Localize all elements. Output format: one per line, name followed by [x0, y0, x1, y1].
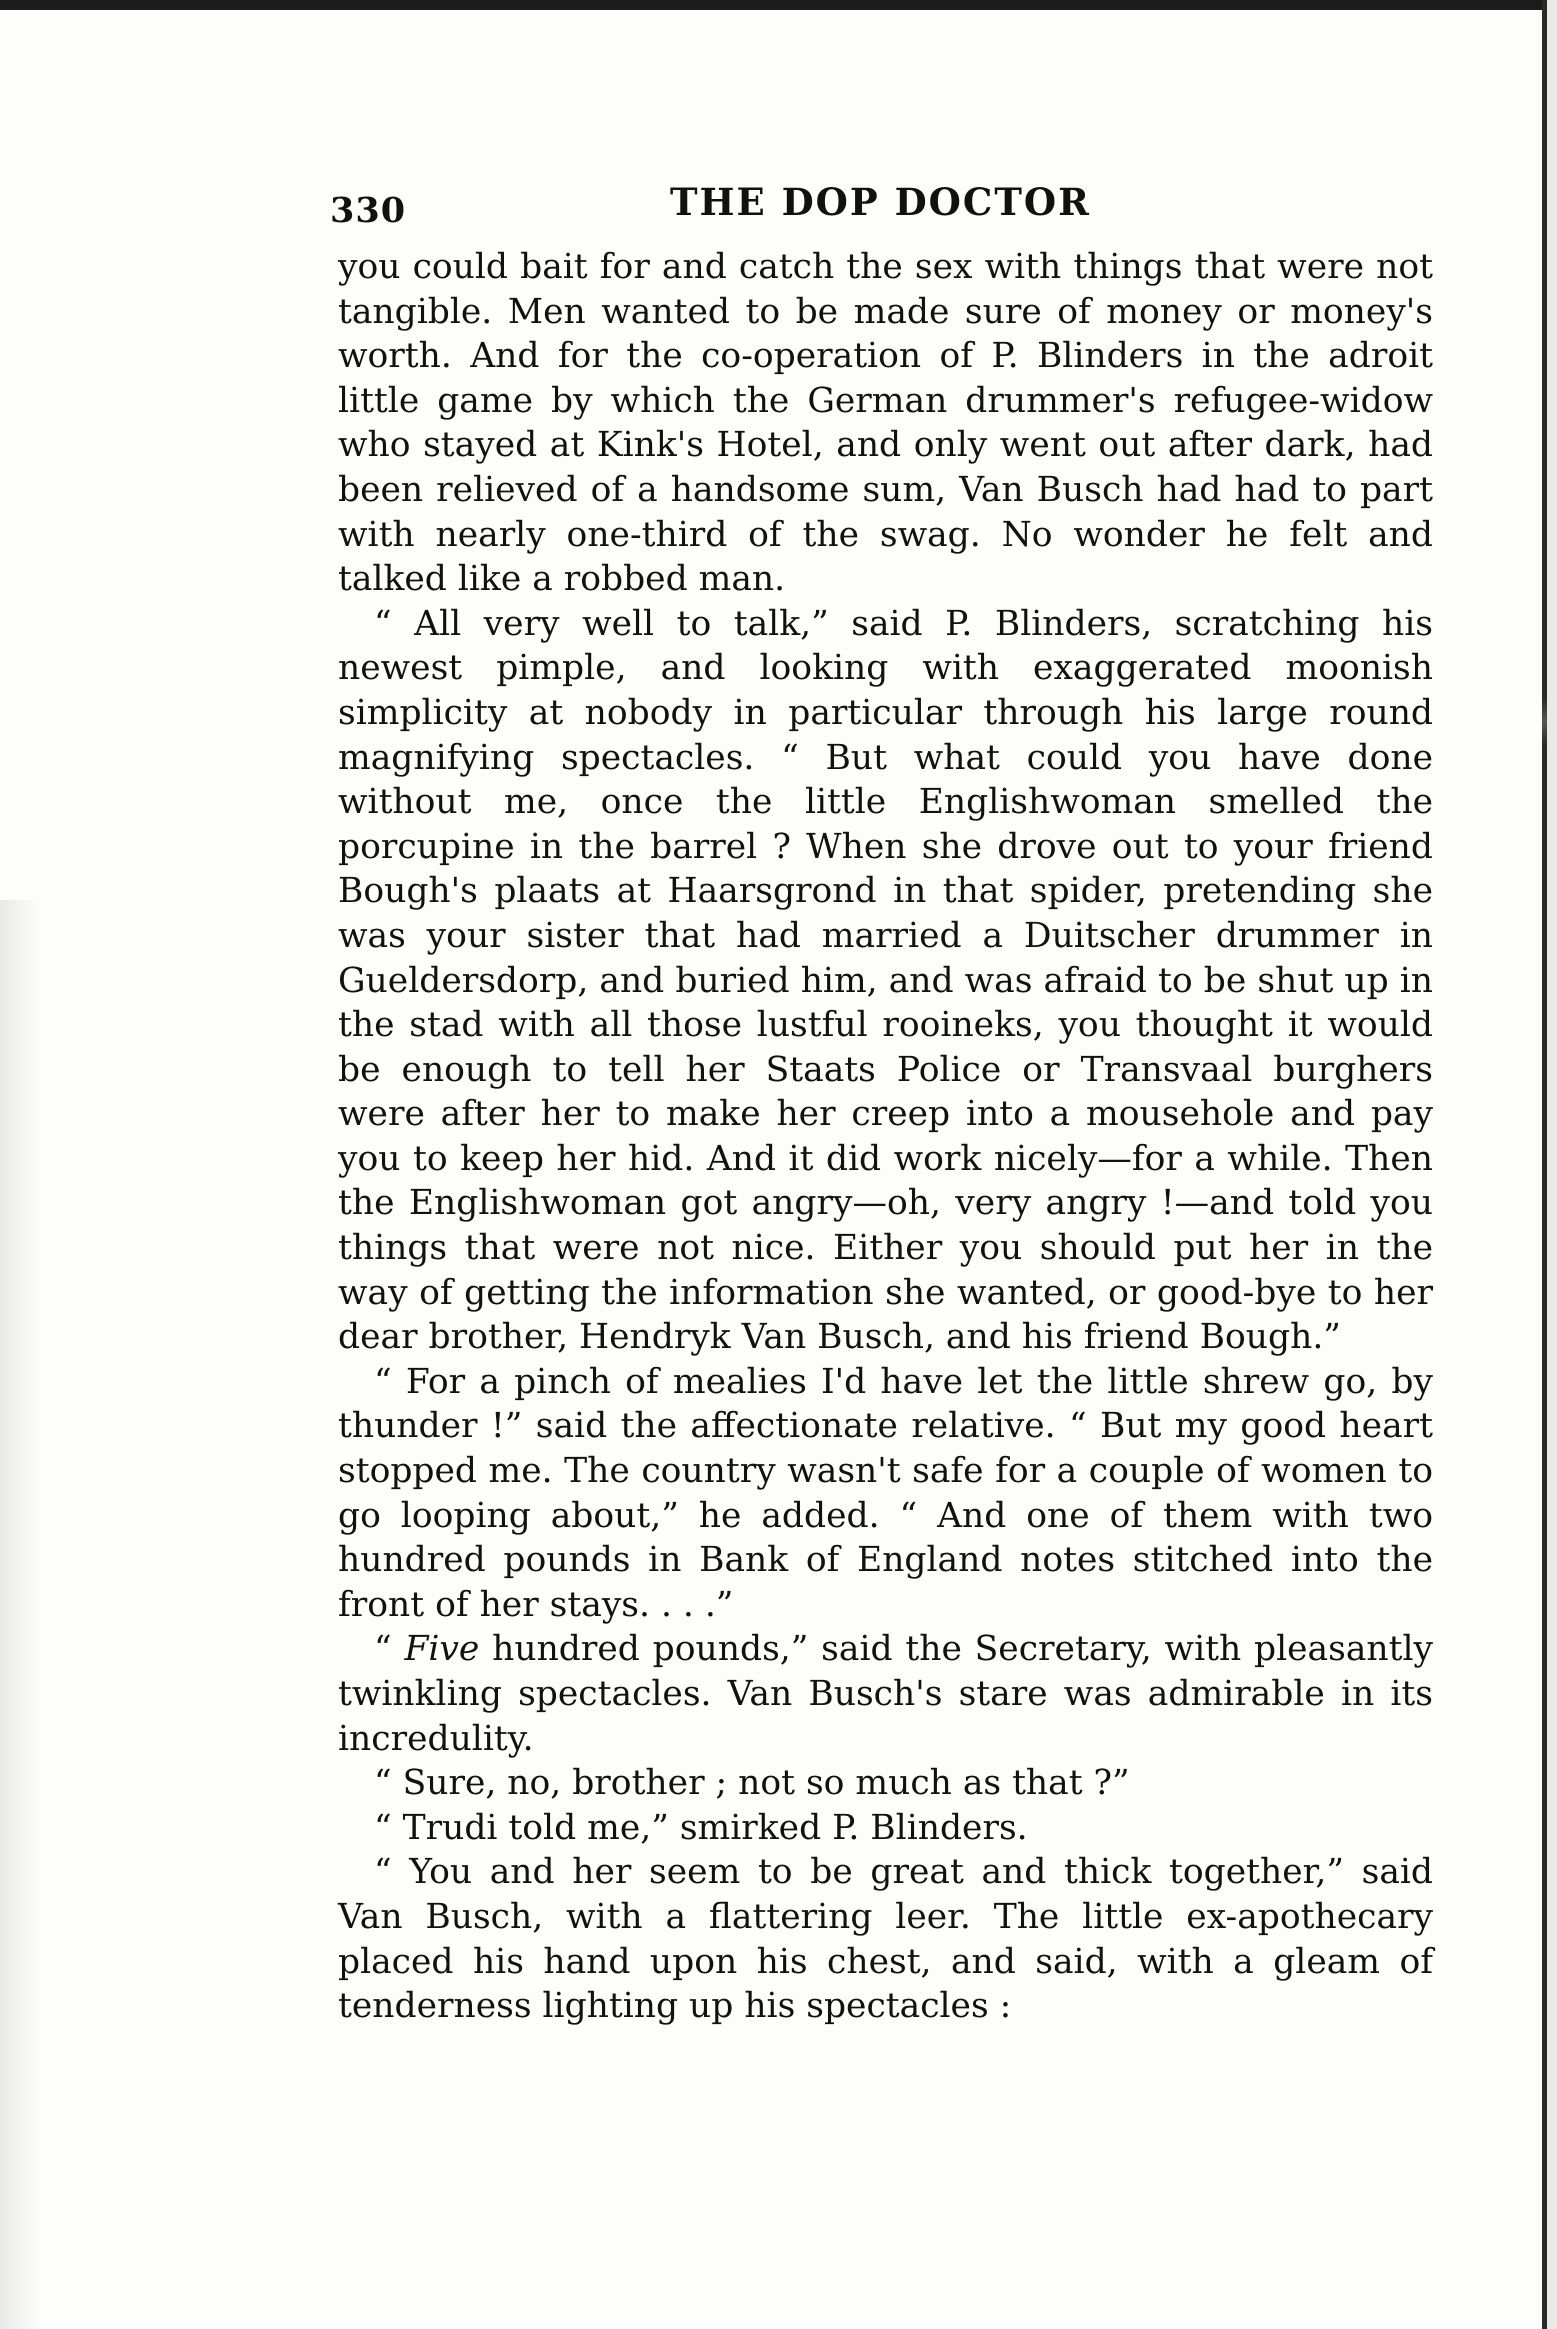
page-number: 330: [330, 190, 407, 231]
running-head: [330, 172, 1430, 232]
emphasis-five: Five: [404, 1629, 480, 1670]
paragraph-1: you could bait for and catch the sex with things that were not tangible. Men wanted to be made sure of money or money's worth. And for the co-operation of P. Blinders in the adroit little game by which the German drummer's refugee-widow who stayed at Kink's Hotel, and only went out after dark, had been relieved of a handsome sum, Van Busch had had to part with nearly one-third of the swag. No wonder he felt and talked like a robbed man.: [338, 247, 1433, 600]
book-title: THE DOP DOCTOR: [670, 180, 1091, 224]
paragraph-6: “ Trudi told me,” smirked P. Blinders.: [374, 1807, 1028, 1848]
scan-top-edge: [0, 0, 1557, 10]
scan-right-margin: [1547, 0, 1557, 2329]
paragraph-3: “ For a pinch of mealies I'd have let the little shrew go, by thunder !” said the affectionate relative. “ But my good heart stopped me. The country wasn't safe for a couple of women to go looping about,” he added. “ And one of them with two hundred pounds in Bank of England notes stitched into the front of her stays. . . .”: [338, 1361, 1433, 1625]
body-text: [338, 245, 1433, 2029]
paragraph-2: “ All very well to talk,” said P. Blinders, scratching his newest pimple, and looking with exaggerated moonish simplicity at nobody in particular through his large round magnifying spectacles. “ But what could you have done without me, once the little Englishwoman smelled the porcupine in the barrel ? When she drove out to your friend Bough's plaats at Haarsgrond in that spider, pretending she was your sister that had married a Duitscher drummer in Gueldersdorp, and buried him, and was afraid to be shut up in the stad with all those lustful rooineks, you thought it would be enough to tell her Staats Police or Transvaal burghers were after her to make her creep into a mousehole and pay you to keep her hid. And it did work nicely—for a while. Then the Englishwoman got angry—oh, very angry !—and told you things that were not nice. Either you should put her in the way of getting the information she wanted, or good-bye to her dear brother, Hendryk Van Busch, and his friend Bough.”: [338, 603, 1433, 1358]
paragraph-7: “ You and her seem to be great and thick together,” said Van Busch, with a flattering leer. The little ex-apothecary placed his hand upon his chest, and said, with a gleam of tenderness lighting up his spectacles :: [338, 1852, 1433, 2027]
paragraph-5: “ Sure, no, brother ; not so much as that ?”: [374, 1763, 1130, 1804]
scan-left-shadow: [0, 900, 40, 2329]
paragraph-4: “ Five hundred pounds,” said the Secretary, with pleasantly twinkling spectacles. Van Busch's stare was admirable in its incredulity.: [338, 1629, 1433, 1759]
